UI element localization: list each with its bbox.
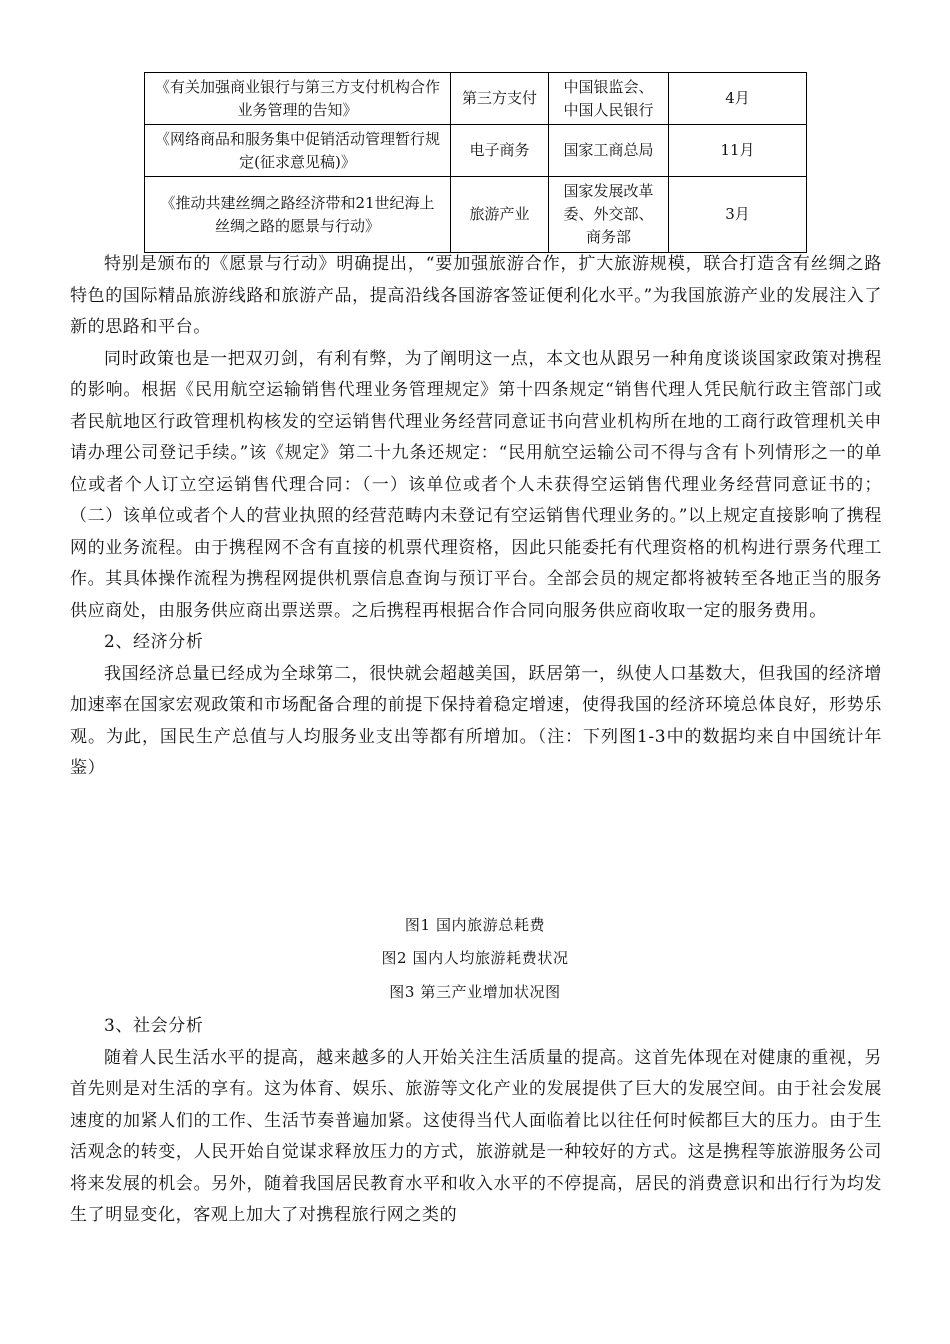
paragraph: 我国经济总量已经成为全球第二，很快就会超越美国，跃居第一，纵使人口基数大，但我国的经济增加速率在国家宏观政策和市场配备合理的前提下保持着稳定增速，使得我国的经济环境总体良好，形势乐观。为此，国民生产总值与人均服务业支出等都有所增加。（注：下列图1-3中的数据均来自中国统计年鉴）	[70, 663, 882, 778]
table-cell-field: 电子商务	[451, 125, 549, 177]
paragraph: 特别是颁布的《愿景与行动》明确提出，“要加强旅游合作，扩大旅游规模，联合打造含有丝绸之路特色的国际精品旅游线路和旅游产品，提高沿线各国游客签证便利化水平。”为我国旅游产业的发展注入了新的思路和平台。	[70, 254, 882, 337]
table-cell-document: 《有关加强商业银行与第三方支付机构合作业务管理的告知》	[145, 73, 451, 125]
table-cell-issuer: 中国银监会、中国人民银行	[549, 73, 669, 125]
paragraph: 随着人民生活水平的提高，越来越多的人开始关注生活质量的提高。这首先体现在对健康的重视，另首先则是对生活的享有。这为体育、娱乐、旅游等文化产业的发展提供了巨大的发展空间。由于社会发展速度的加紧人们的工作、生活节奏普遍加紧。这使得当代人面临着比以往任何时候都巨大的压力。由于生活观念的转变，人民开始自觉谋求释放压力的方式，旅游就是一种较好的方式。这是携程等旅游服务公司将来发展的机会。另外，随着我国居民教育水平和收入水平的不停提高，居民的消费意识和出行行为均发生了明显变化，客观上加大了对携程旅行网之类的	[70, 1047, 882, 1225]
figure-caption-1: 图1 国内旅游总耗费	[404, 916, 546, 934]
table-row	[145, 73, 807, 125]
table-cell-document: 《推动共建丝绸之路经济带和21世纪海上丝绸之路的愿景与行动》	[145, 177, 451, 253]
section-heading-economic: 2、经济分析	[104, 632, 204, 652]
paragraph: 同时政策也是一把双刃剑，有利有弊，为了阐明这一点，本文也从跟另一种角度谈谈国家政策对携程的影响。根据《民用航空运输销售代理业务管理规定》第十四条规定“销售代理人凭民航行政主管部门或者民航地区行政管理机构核发的空运销售代理业务经营同意证书向营业机构所在地的工商行政管理机关申请办理公司登记手续。”该《规定》第二十九条还规定：“民用航空运输公司不得与含有卜列情形之一的单位或者个人订立空运销售代理合同：（一）该单位或者个人未获得空运销售代理业务经营同意证书的；（二）该单位或者个人的营业执照的经营范畴内未登记有空运销售代理业务的。”以上规定直接影响了携程网的业务流程。由于携程网不含有直接的机票代理资格，因此只能委托有代理资格的机构进行票务代理工作。其具体操作流程为携程网提供机票信息查询与预订平台。全部会员的规定都将被转至各地正当的服务供应商处，由服务供应商出票送票。之后携程再根据合作合同向服务供应商收取一定的服务费用。	[70, 348, 882, 621]
table-row	[145, 125, 807, 177]
policy-analysis-text	[70, 249, 882, 785]
table-cell-field: 第三方支付	[451, 73, 549, 125]
policy-table	[144, 72, 807, 253]
section-heading-social: 3、社会分析	[104, 1016, 204, 1036]
table-row	[145, 177, 807, 253]
social-analysis-text	[70, 1011, 882, 1232]
figure-caption-3: 图3 第三产业增加状况图	[389, 983, 561, 1001]
table-cell-month: 4月	[669, 73, 807, 125]
table-cell-issuer: 国家工商总局	[549, 125, 669, 177]
figure-caption-2: 图2 国内人均旅游耗费状况	[381, 949, 569, 967]
table-cell-field: 旅游产业	[451, 177, 549, 253]
table-cell-issuer: 国家发展改革委、外交部、商务部	[549, 177, 669, 253]
table-cell-document: 《网络商品和服务集中促销活动管理暂行规定(征求意见稿)》	[145, 125, 451, 177]
table-cell-month: 3月	[669, 177, 807, 253]
table-cell-month: 11月	[669, 125, 807, 177]
